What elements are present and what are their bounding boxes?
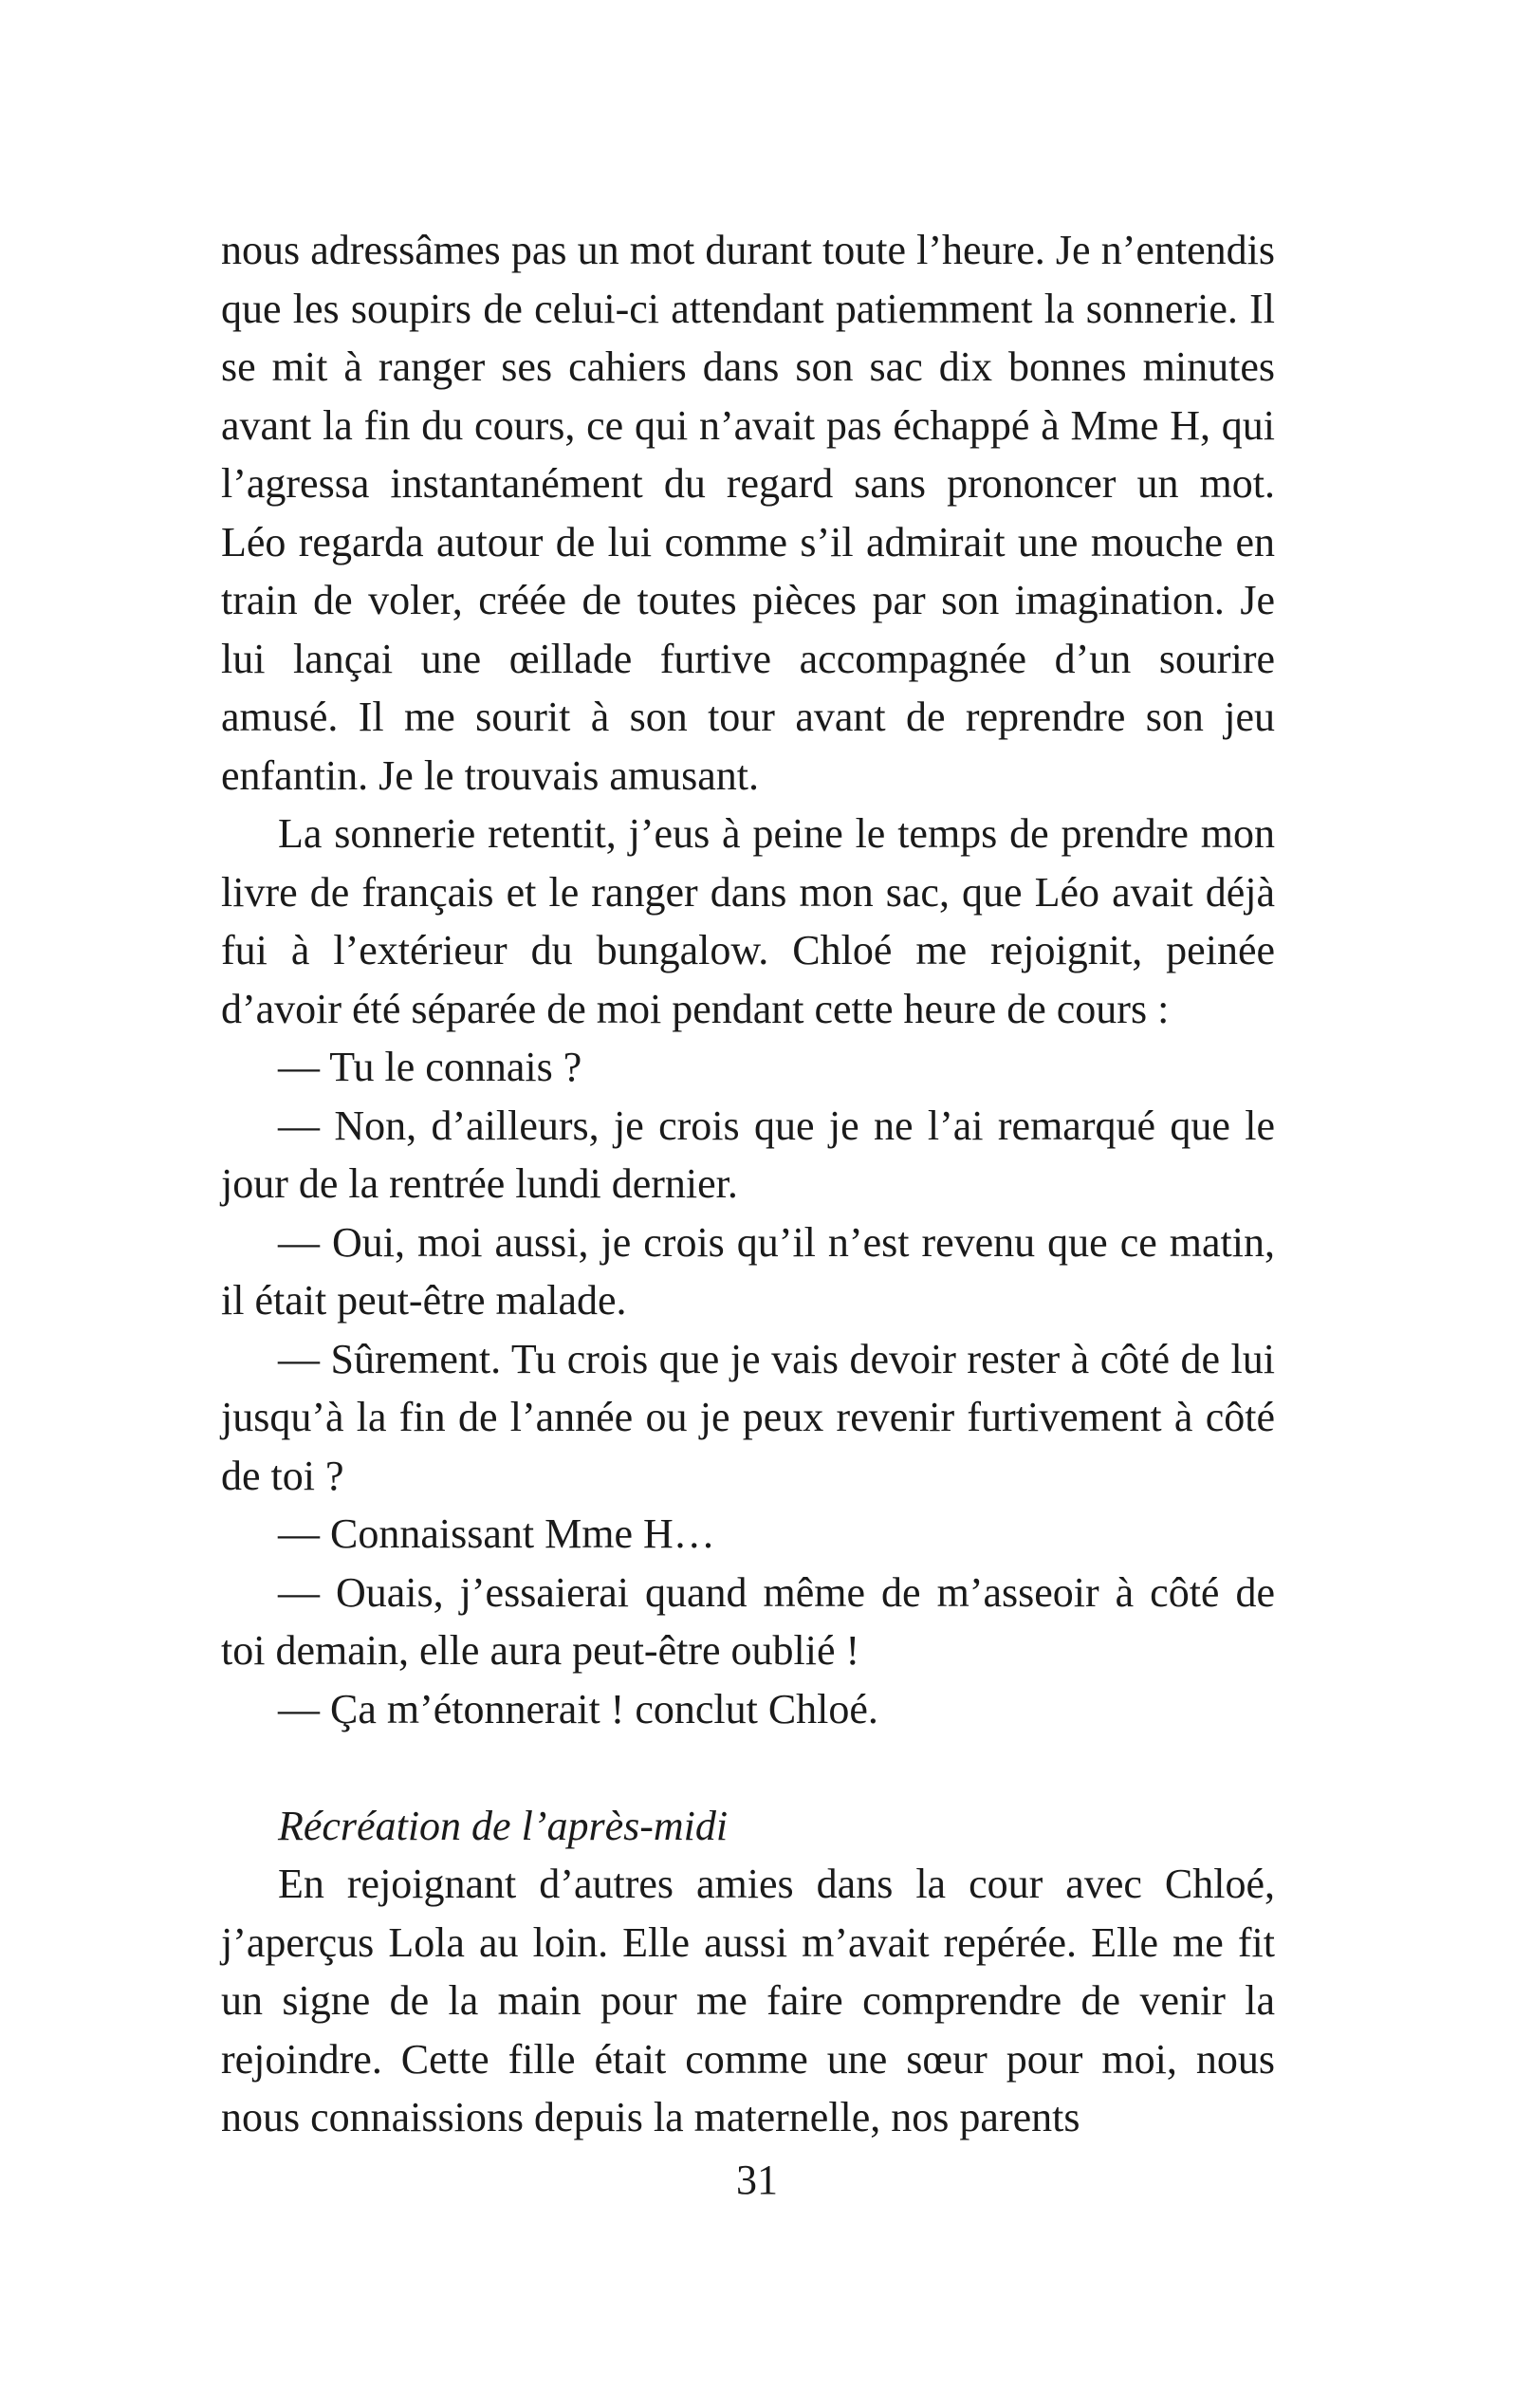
- dialogue-line: — Connaissant Mme H…: [278, 1510, 715, 1557]
- paragraph: nous adressâmes pas un mot durant toute l’heure. Je n’entendis que les soupirs de celui-ci attendant patiemment la sonnerie. Il se mit à ranger ses cahiers dans son sac dix bonnes minutes avant la fin du cours, ce qui n’avait pas échappé à Mme H, qui l’agressa instantanément du regard sans prononcer un mot. Léo regarda autour de lui comme s’il admirait une mouche en train de voler, créée de toutes pièces par son imagination. Je lui lançai une œillade furtive accompagnée d’un sourire amusé. Il me sourit à son tour avant de reprendre son jeu enfantin. Je le trouvais amusant.: [221, 227, 1275, 799]
- dialogue-line: — Ça m’étonnerait ! conclut Chloé.: [278, 1685, 878, 1732]
- dialogue-line: — Tu le connais ?: [278, 1044, 582, 1090]
- dialogue-line: — Ouais, j’essaierai quand même de m’asseoir à côté de toi demain, elle aura peut-être oublié !: [221, 1568, 1275, 1674]
- dialogue-line: — Sûrement. Tu crois que je vais devoir rester à côté de lui jusqu’à la fin de l’année ou je peux revenir furtivement à côté de toi ?: [221, 1335, 1275, 1499]
- dialogue-line: — Oui, moi aussi, je crois qu’il n’est revenu que ce matin, il était peut-être malade.: [221, 1218, 1275, 1324]
- paragraph: En rejoignant d’autres amies dans la cour avec Chloé, j’aperçus Lola au loin. Elle aussi m’avait repérée. Elle me fit un signe de la main pour me faire comprendre de venir la rejoindre. Cette fille était comme une sœur pour moi, nous nous connaissions depuis la maternelle, nos parents: [221, 1861, 1275, 2140]
- page-number: 31: [736, 2157, 778, 2203]
- paragraph: La sonnerie retentit, j’eus à peine le temps de prendre mon livre de français et le ranger dans mon sac, que Léo avait déjà fui à l’extérieur du bungalow. Chloé me rejoignit, peinée d’avoir été séparée de moi pendant cette heure de cours :: [221, 810, 1275, 1032]
- body-text: [221, 221, 1275, 2147]
- dialogue-line: — Non, d’ailleurs, je crois que je ne l’ai remarqué que le jour de la rentrée lundi dernier.: [221, 1102, 1275, 1207]
- section-heading: Récréation de l’après-midi: [278, 1802, 729, 1849]
